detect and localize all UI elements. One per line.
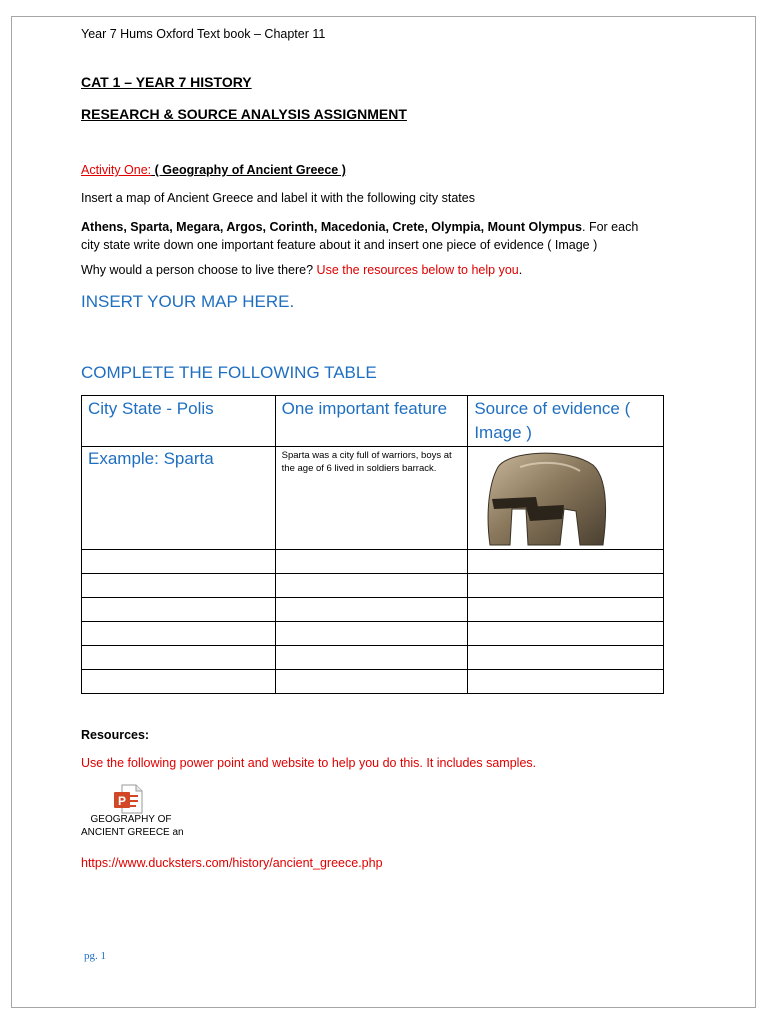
table-heading: COMPLETE THE FOLLOWING TABLE (81, 363, 377, 382)
table-cell[interactable] (275, 670, 468, 694)
example-row (82, 447, 664, 550)
instruction-continuation: . For each (582, 220, 639, 234)
header-evidence: Source of evidence ( Image ) (468, 396, 664, 447)
table-header-row (82, 396, 664, 447)
table-cell[interactable] (82, 550, 276, 574)
table-row (82, 670, 664, 694)
table-cell[interactable] (275, 574, 468, 598)
table-cell[interactable] (82, 574, 276, 598)
instruction-line-2: city state write down one important feature about it and insert one piece of evidence ( Image ) (81, 238, 598, 252)
table-cell[interactable] (82, 622, 276, 646)
table-cell[interactable] (468, 646, 664, 670)
table-row (82, 550, 664, 574)
city-list: Athens, Sparta, Megara, Argos, Corinth, Macedonia, Crete, Olympia, Mount Olympus (81, 220, 583, 234)
table-cell[interactable] (275, 550, 468, 574)
page-header: Year 7 Hums Oxford Text book – Chapter 11 (81, 27, 326, 41)
table-cell[interactable] (468, 574, 664, 598)
ducksters-link[interactable]: https://www.ducksters.com/history/ancient_greece.php (81, 856, 383, 870)
city-state-table (81, 395, 664, 694)
table-row (82, 574, 664, 598)
attachment-caption[interactable] (81, 813, 184, 839)
table-cell[interactable] (468, 598, 664, 622)
sentence-end: . (518, 263, 523, 277)
question-text: Why would a person choose to live there? (81, 263, 317, 277)
header-city: City State - Polis (82, 396, 276, 447)
example-feature[interactable]: Sparta was a city full of warriors, boys at the age of 6 lived in soldiers barrack. (275, 447, 468, 550)
table-cell[interactable] (468, 550, 664, 574)
table-cell[interactable] (468, 622, 664, 646)
example-city[interactable]: Example: Sparta (82, 447, 276, 550)
table-cell[interactable] (468, 670, 664, 694)
table-cell[interactable] (82, 670, 276, 694)
assignment-title: CAT 1 – YEAR 7 HISTORY (81, 74, 252, 90)
table-cell[interactable] (275, 646, 468, 670)
attachment-caption-line-2: ANCIENT GREECE an (81, 827, 184, 838)
page-number: pg. 1 (84, 950, 106, 962)
assignment-subtitle: RESEARCH & SOURCE ANALYSIS ASSIGNMENT (81, 106, 407, 122)
svg-text:P: P (117, 794, 127, 808)
activity-topic: ( Geography of Ancient Greece ) (151, 163, 346, 177)
table-row (82, 598, 664, 622)
table-cell[interactable] (275, 622, 468, 646)
activity-label: Activity One: (81, 163, 152, 177)
insert-map-heading: INSERT YOUR MAP HERE. (81, 292, 295, 311)
attachment-caption-line-1: GEOGRAPHY OF (90, 814, 172, 825)
table-row (82, 646, 664, 670)
activity-heading (81, 163, 346, 177)
header-feature: One important feature (275, 396, 468, 447)
resources-label: Resources: (81, 728, 150, 742)
table-cell[interactable] (275, 598, 468, 622)
instruction-paragraph-1: Insert a map of Ancient Greece and label it with the following city states (81, 191, 475, 205)
help-hint: Use the resources below to help you (316, 263, 519, 277)
example-evidence-cell[interactable] (468, 447, 664, 550)
instruction-paragraph-2 (81, 218, 638, 254)
table-cell[interactable] (82, 598, 276, 622)
table-cell[interactable] (82, 646, 276, 670)
spartan-helmet-icon (468, 447, 618, 549)
instruction-paragraph-3 (81, 263, 522, 277)
resources-text: Use the following power point and website to help you do this. It includes samples. (81, 756, 537, 770)
table-row (82, 622, 664, 646)
